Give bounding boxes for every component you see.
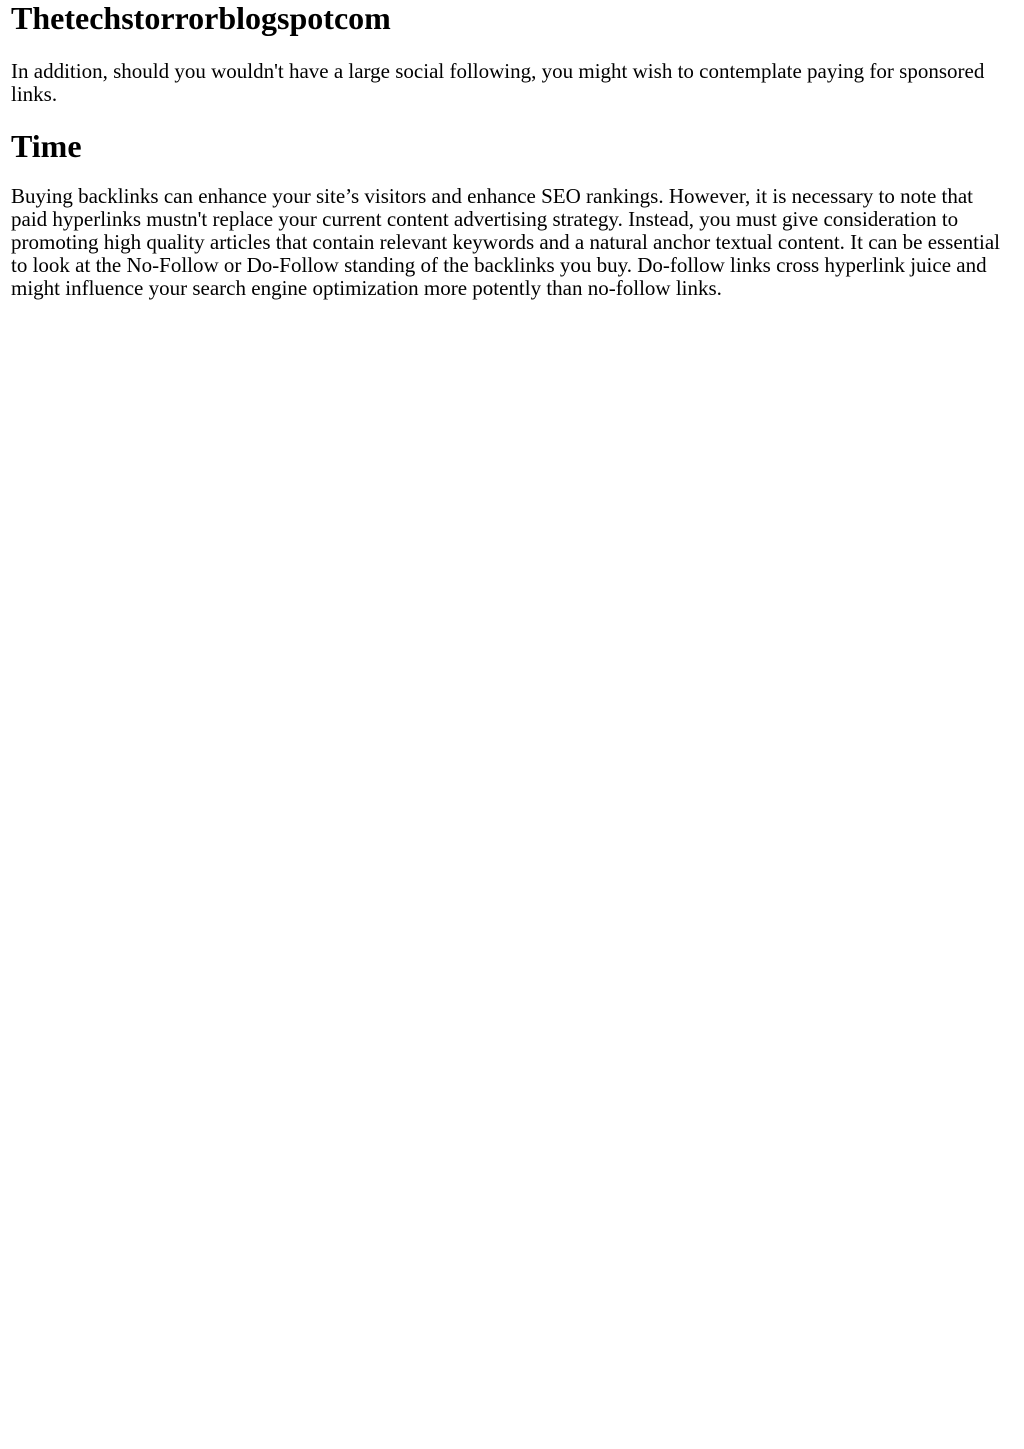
section-heading: Time [11,128,82,164]
article-page [0,0,1024,300]
section-paragraph: Buying backlinks can enhance your site’s visitors and enhance SEO rankings. However, it is necessary to note that paid hyperlinks mustn't replace your current content advertising strategy. Instead, you must give consideration to promoting high quality articles that contain relevant keywords and a natural anchor textual content. It can be essential to look at the No-Follow or Do-Follow standing of the backlinks you buy. Do-follow links cross hyperlink juice and might influence your search engine optimization more potently than no-follow links. [11,184,1000,300]
intro-paragraph: In addition, should you wouldn't have a large social following, you might wish to contemplate paying for sponsored links. [11,59,985,106]
page-title: Thetechstorrorblogspotcom [11,0,391,36]
